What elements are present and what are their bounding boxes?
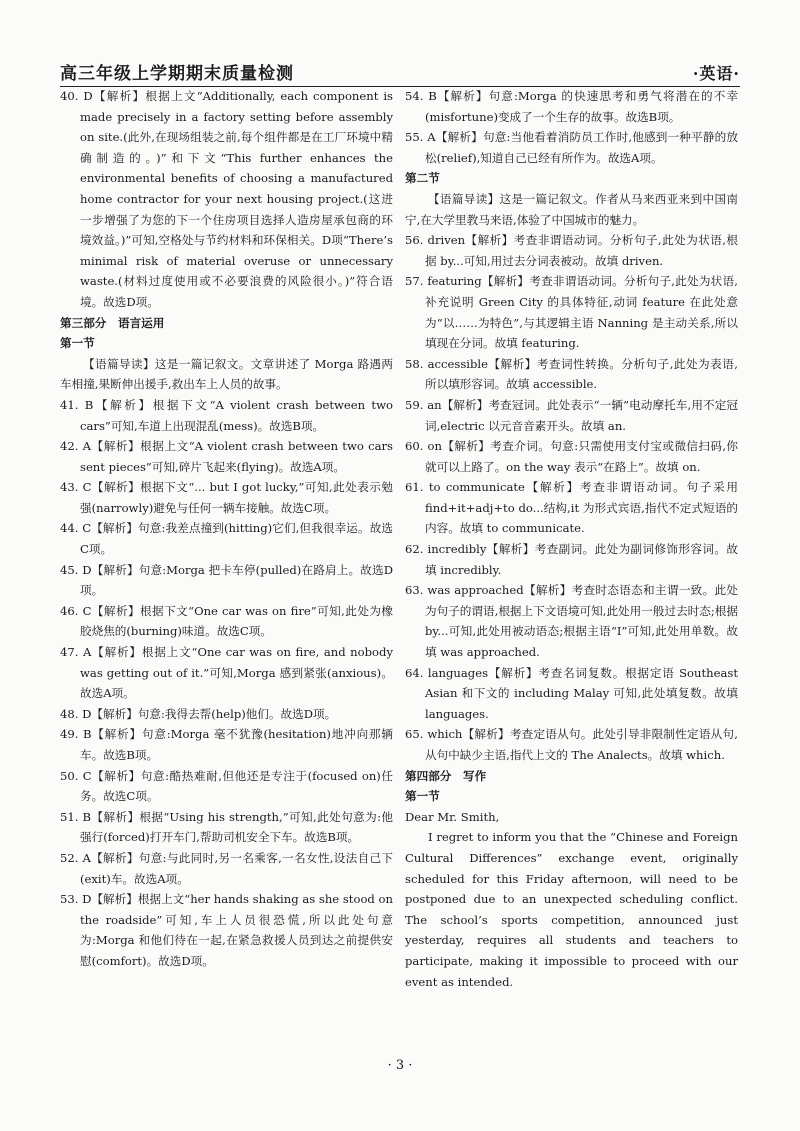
- answer-paragraph: 58. accessible【解析】考查词性转换。分析句子,此处为表语,所以填形容词。故填 accessible.: [405, 356, 738, 392]
- page-number: · 3 ·: [387, 1058, 413, 1073]
- answer-paragraph: 59. an【解析】考查冠词。此处表示“一辆”电动摩托车,用不定冠词,electric 以元音音素开头。故填 an.: [405, 397, 738, 433]
- answer-paragraph: 43. C【解析】根据下文“... but I got lucky,”可知,此处表示勉强(narrowly)避免与任何一辆车接触。故选C项。: [60, 480, 393, 515]
- left-column: [60, 86, 393, 972]
- answer-paragraph: 54. B【解析】句意:Morga 的快速思考和勇气将潜在的不幸(misfortune)变成了一个生存的故事。故选B项。: [405, 89, 738, 124]
- answer-paragraph: 65. which【解析】考查定语从句。此处引导非限制性定语从句,从句中缺少主语,指代上文的 The Analects。故填 which.: [405, 727, 738, 762]
- section-heading: 第二节: [405, 171, 440, 186]
- answer-paragraph: Dear Mr. Smith,: [405, 809, 500, 824]
- subject-label: ·英语·: [692, 64, 740, 83]
- answer-paragraph: 63. was approached【解析】考查时态语态和主谓一致。此处为句子的谓语,根据上下文语境可知,此处用一般过去时态;根据 by...可知,此处用被动语态;根据主语“I”可知,此处用单数。故填 was approached.: [405, 583, 738, 660]
- page-header: [60, 58, 740, 87]
- answer-paragraph: 60. on【解析】考查介词。句意:只需使用支付宝或微信扫码,你就可以上路了。on the way 表示“在路上”。故填 on.: [405, 439, 738, 474]
- answer-paragraph: 57. featuring【解析】考查非谓语动词。分析句子,此处为状语,补充说明 Green City 的具体特征,动词 feature 在此处意为“以……为特色”,与其逻辑主语 Nanning 是主动关系,所以填现在分词。故填 featuring.: [405, 274, 738, 351]
- answer-paragraph: 52. A【解析】句意:与此同时,另一名乘客,一名女性,设法自己下(exit)车。故选A项。: [60, 850, 393, 886]
- section-heading: 第三部分 语言运用: [60, 315, 165, 330]
- answer-paragraph: 51. B【解析】根据“Using his strength,”可知,此处句意为:他强行(forced)打开车门,帮助司机安全下车。故选B项。: [60, 809, 393, 845]
- section-heading: 第一节: [60, 336, 95, 351]
- answer-paragraph: 48. D【解析】句意:我得去帮(help)他们。故选D项。: [60, 706, 337, 721]
- answer-paragraph: I regret to inform you that the “Chinese and Foreign Cultural Differences” exchange event, originally scheduled for this Friday afternoon, will need to be postponed due to an unexpected scheduling conflict. The school’s sports competition, announced just yesterday, requires all students and teachers to participate, making it impossible to proceed with our event as intended.: [405, 830, 738, 989]
- answer-paragraph: 56. driven【解析】考查非谓语动词。分析句子,此处为状语,根据 by...可知,用过去分词表被动。故填 driven.: [405, 233, 738, 268]
- section-heading: 第一节: [405, 789, 440, 804]
- answer-paragraph: 44. C【解析】句意:我差点撞到(hitting)它们,但我很幸运。故选C项。: [60, 521, 393, 557]
- answer-paragraph: 53. D【解析】根据上文“her hands shaking as she stood on the roadside”可知,车上人员很恐慌,所以此处句意为:Morga 和他们待在一起,在紧急救援人员到达之前提供安慰(comfort)。故选D项。: [60, 892, 393, 968]
- answer-paragraph: 40. D【解析】根据上文“Additionally, each component is made precisely in a factory setting before assembly on site.(此外,在现场组装之前,每个组件都是在工厂环境中精确制造的。)”和下文“This further enhances the environmental benefits of choosing a manufactured home contractor for your next housing project.(这进一步增强了为您的下一个住房项目选择人造房屋承包商的环境效益。)”可知,空格处与节约材料和环保相关。D项“There’s minimal risk of material overuse or unnecessary waste.(材料过度使用或不必要浪费的风险很小。)”符合语境。故选D项。: [60, 89, 393, 309]
- answer-paragraph: 50. C【解析】句意:酷热难耐,但他还是专注于(focused on)任务。故选C项。: [60, 768, 393, 804]
- answer-paragraph: 41. B【解析】根据下文“A violent crash between two cars”可知,车道上出现混乱(mess)。故选B项。: [60, 397, 393, 433]
- answer-paragraph: 【语篇导读】这是一篇记叙文。文章讲述了 Morga 路遇两车相撞,果断伸出援手,救出车上人员的故事。: [60, 356, 393, 392]
- answer-paragraph: 62. incredibly【解析】考查副词。此处为副词修饰形容词。故填 incredibly.: [405, 542, 738, 577]
- answer-paragraph: 49. B【解析】句意:Morga 毫不犹豫(hesitation)地冲向那辆车。故选B项。: [60, 727, 393, 762]
- answer-paragraph: 【语篇导读】这是一篇记叙文。作者从马来西亚来到中国南宁,在大学里教马来语,体验了中国城市的魅力。: [405, 191, 738, 227]
- answer-paragraph: 64. languages【解析】考查名词复数。根据定语 Southeast Asian 和下文的 including Malay 可知,此处填复数。故填 languages.: [405, 665, 738, 721]
- answer-paragraph: 55. A【解析】句意:当他看着消防员工作时,他感到一种平静的放松(relief),知道自己已经有所作为。故选A项。: [405, 130, 738, 165]
- answer-paragraph: 45. D【解析】句意:Morga 把卡车停(pulled)在路肩上。故选D项。: [60, 562, 393, 598]
- right-column: [405, 86, 738, 992]
- answer-paragraph: 46. C【解析】根据下文“One car was on fire”可知,此处为橡胶烧焦的(burning)味道。故选C项。: [60, 603, 393, 639]
- section-heading: 第四部分 写作: [405, 768, 487, 783]
- exam-title: 高三年级上学期期末质量检测: [60, 64, 294, 84]
- answer-paragraph: 61. to communicate【解析】考查非谓语动词。句子采用 find+it+adj+to do...结构,it 为形式宾语,指代不定式短语的内容。故填 to communicate.: [405, 480, 738, 536]
- answer-paragraph: 47. A【解析】根据上文“One car was on fire, and nobody was getting out of it.”可知,Morga 感到紧张(anxious)。故选A项。: [60, 645, 393, 701]
- answer-paragraph: 42. A【解析】根据上文“A violent crash between two cars sent pieces”可知,碎片飞起来(flying)。故选A项。: [60, 439, 393, 474]
